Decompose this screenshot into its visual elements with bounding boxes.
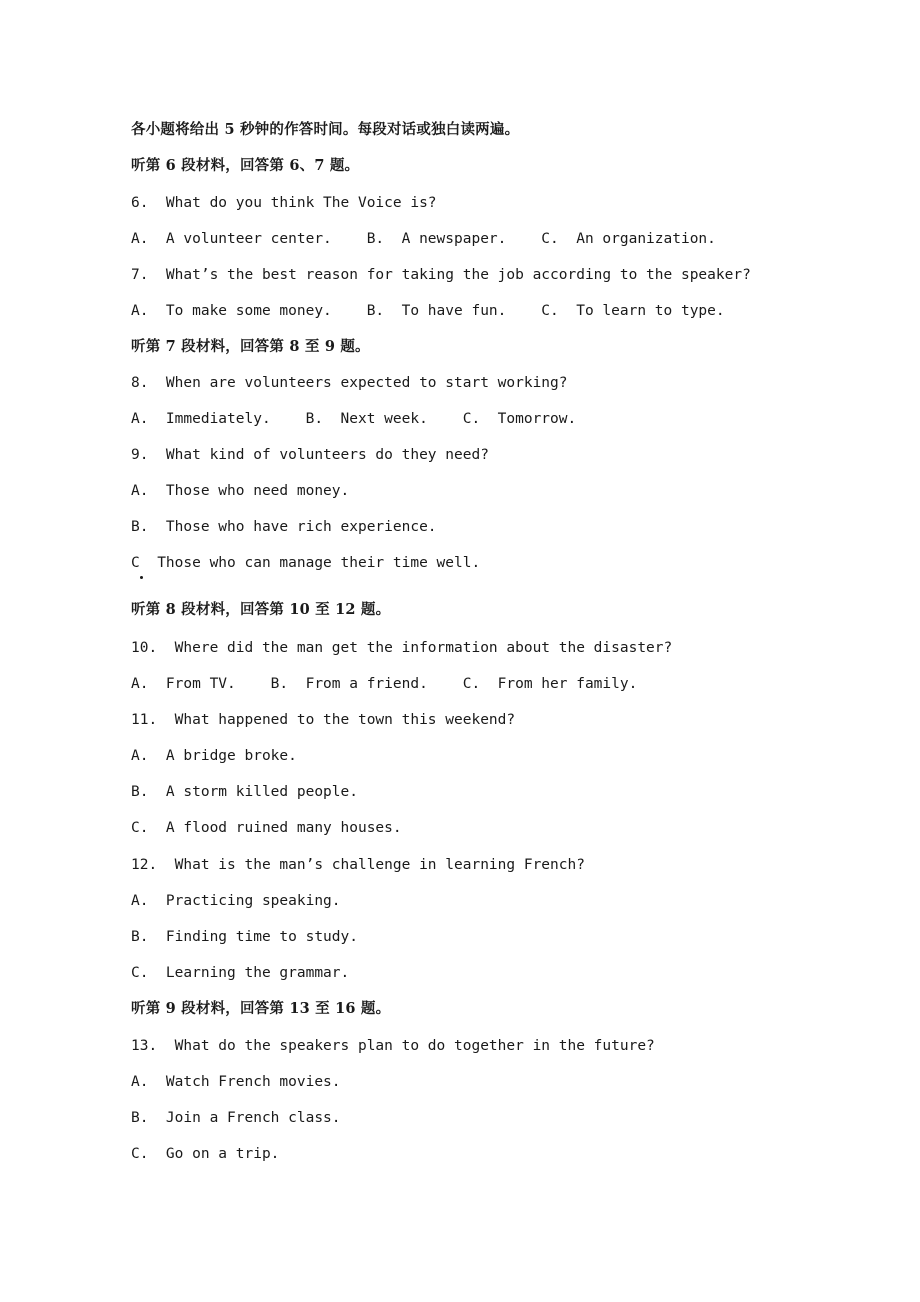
section-heading-6: 听第 6 段材料，回答第 6、7 题。 xyxy=(131,157,360,174)
question-11-option-b: B. A storm killed people. xyxy=(131,784,358,800)
question-12-option-b: B. Finding time to study. xyxy=(131,929,358,945)
stray-dot-mark xyxy=(140,576,143,579)
question-9: 9. What kind of volunteers do they need? xyxy=(131,447,489,463)
question-13-option-b: B. Join a French class. xyxy=(131,1110,341,1126)
question-10-options: A. From TV. B. From a friend. C. From her family. xyxy=(131,676,638,692)
question-9-option-a: A. Those who need money. xyxy=(131,483,350,499)
question-10: 10. Where did the man get the information about the disaster? xyxy=(131,640,673,656)
question-8-options: A. Immediately. B. Next week. C. Tomorrow. xyxy=(131,411,577,427)
question-6: 6. What do you think The Voice is? xyxy=(131,195,437,211)
question-13-option-a: A. Watch French movies. xyxy=(131,1074,341,1090)
question-8: 8. When are volunteers expected to start working? xyxy=(131,375,568,391)
section-heading-7: 听第 7 段材料，回答第 8 至 9 题。 xyxy=(131,338,370,355)
instructions-text: 各小题将给出 5 秒钟的作答时间。每段对话或独白读两遍。 xyxy=(131,121,520,138)
question-7: 7. What’s the best reason for taking the job according to the speaker? xyxy=(131,267,751,283)
question-7-options: A. To make some money. B. To have fun. C. To learn to type. xyxy=(131,303,725,319)
question-13: 13. What do the speakers plan to do together in the future? xyxy=(131,1038,655,1054)
question-11-option-a: A. A bridge broke. xyxy=(131,748,297,764)
question-9-option-b: B. Those who have rich experience. xyxy=(131,519,437,535)
question-9-option-c: C Those who can manage their time well. xyxy=(131,555,481,571)
question-12: 12. What is the man’s challenge in learning French? xyxy=(131,857,585,873)
question-12-option-a: A. Practicing speaking. xyxy=(131,893,341,909)
question-11-option-c: C. A flood ruined many houses. xyxy=(131,820,402,836)
question-11: 11. What happened to the town this weekend? xyxy=(131,712,516,728)
question-12-option-c: C. Learning the grammar. xyxy=(131,965,350,981)
section-heading-8: 听第 8 段材料，回答第 10 至 12 题。 xyxy=(131,601,391,618)
section-heading-9: 听第 9 段材料，回答第 13 至 16 题。 xyxy=(131,1000,391,1017)
question-6-options: A. A volunteer center. B. A newspaper. C. An organization. xyxy=(131,231,716,247)
question-13-option-c: C. Go on a trip. xyxy=(131,1146,280,1162)
